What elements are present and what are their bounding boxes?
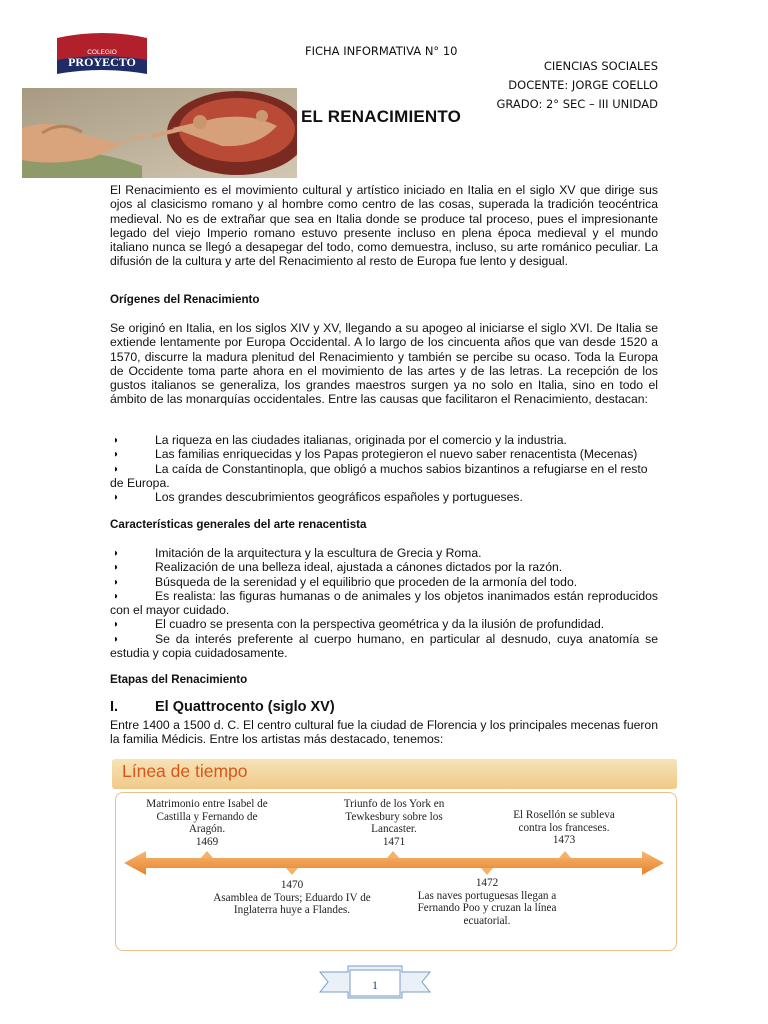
section-number: I.: [110, 699, 119, 715]
year-label: 1472: [475, 877, 499, 889]
bullet-icon: ◗: [113, 463, 120, 475]
list-item: ◗ Es realista: las figuras humanas o de animales y los objetos inanimados están reproducidos con el mayor cuidado.: [110, 588, 658, 618]
header-info: [358, 57, 658, 114]
marker-1469: [201, 851, 213, 858]
list-item: ◗ Imitación de la arquitectura y la escultura de Grecia y Roma.: [113, 546, 482, 560]
characteristics-heading: Características generales del arte renacentista: [110, 518, 367, 531]
grade-label: GRADO: 2° SEC – III UNIDAD: [496, 97, 658, 111]
school-logo: [52, 30, 152, 82]
logo-top-text: COLEGIO: [87, 49, 117, 56]
marker-1471: [387, 851, 399, 858]
bullet-icon: ◗: [113, 619, 120, 631]
bullet-icon: ◗: [113, 633, 120, 645]
marker-1472: [481, 868, 493, 875]
origins-paragraph: Se originó en Italia, en los siglos XIV y XV, llegando a su apogeo al iniciarse el siglo XVI. De Italia se extiende lentamente por Europa Occidental. A lo largo de los cincuenta años que van desde 1520 a 1570, discurre la madura plenitud del Renacimiento y también se percibe su ocaso. Toda la Europa de Occidente toma parte ahora en el movimiento de las artes y de las letras. La recepción de los gustos italianos se generaliza, los grandes maestros surgen ya no solo en Italia, sino en todo el ámbito de las monarquías occidentales. Entre las causas que facilitaron el Renacimiento, destacan:: [110, 321, 658, 407]
characteristics-list: [110, 546, 658, 660]
creation-of-adam-image: [22, 88, 297, 178]
marker-1473: [559, 851, 571, 858]
bullet-icon: ◗: [113, 590, 120, 602]
event-1472: 1472 Las naves portuguesas llegan a Fernando Poo y cruzan la línea ecuatorial.: [412, 877, 562, 927]
event-1473: El Rosellón se subleva contra los franceses. 1473: [504, 809, 624, 847]
quattrocento-heading: [110, 699, 335, 715]
bullet-icon: ◗: [113, 435, 120, 446]
bullet-icon: ◗: [113, 548, 120, 559]
event-1470: 1470 Asamblea de Tours; Eduardo IV de Inglaterra huye a Flandes.: [207, 879, 377, 917]
origins-heading: Orígenes del Renacimiento: [110, 293, 260, 306]
stages-heading: Etapas del Renacimiento: [110, 673, 248, 686]
worksheet-title: FICHA INFORMATIVA N° 10: [305, 44, 458, 58]
timeline-arrow: [112, 755, 677, 955]
bullet-icon: ◗: [113, 492, 120, 504]
event-1471: Triunfo de los York en Tewkesbury sobre los Lancaster. 1471: [334, 798, 454, 848]
list-item: ◗ Búsqueda de la serenidad y el equilibrio que proceden de la armonía del todo.: [113, 574, 578, 589]
bullet-icon: ◗: [113, 449, 120, 461]
list-item: ◗ El cuadro se presenta con la perspectiva geométrica y da la ilusión de profundidad.: [113, 617, 605, 632]
list-item: ◗ Se da interés preferente al cuerpo humano, en particular al desnudo, cuya anatomía se estudia y copia cuidadosamente.: [110, 631, 658, 661]
list-item: ◗ La caída de Constantinopla, que obligó a muchos sabios bizantinos a refugiarse en el resto de Europa.: [110, 461, 648, 490]
teacher-label: DOCENTE: JORGE COELLO: [508, 78, 658, 92]
subject-label: CIENCIAS SOCIALES: [543, 59, 658, 73]
bullet-icon: ◗: [113, 576, 120, 588]
page-number: 1: [372, 978, 378, 992]
year-label: 1470: [280, 879, 304, 891]
bullet-icon: ◗: [113, 562, 120, 574]
year-label: 1469: [195, 835, 219, 848]
year-label: 1473: [552, 834, 576, 847]
list-item: ◗ Los grandes descubrimientos geográficos españoles y portugueses.: [113, 490, 523, 505]
event-1469: Matrimonio entre Isabel de Castilla y Fernando de Aragón. 1469: [142, 798, 272, 848]
causes-list: [110, 433, 658, 504]
marker-1470: [286, 868, 298, 875]
timeline-figure: [112, 755, 677, 955]
intro-paragraph: El Renacimiento es el movimiento cultural y artístico iniciado en Italia en el siglo XV que dirige sus ojos al clasicismo romano y al hombre como centro de las cosas, superada la tradición teocéntrica medieval. No es de extrañar que sea en Italia donde se produce tal proceso, pues el impresionante legado del viejo Imperio romano estuvo presente incluso en plena época medieval y el mundo italiano nunca se llegó a desapegar del todo, como demuestra, incluso, su arte románico peculiar. La difusión de la cultura y arte del Renacimiento al resto de Europa fue lento y desigual.: [110, 183, 658, 269]
main-title: EL RENACIMIENTO: [301, 107, 462, 126]
timeline-label: Línea de tiempo: [122, 761, 248, 781]
list-item: ◗ Las familias enriquecidas y los Papas protegieron el nuevo saber renacentista (Mecenas): [113, 447, 638, 462]
list-item: ◗ La riqueza en las ciudades italianas, originada por el comercio y la industria.: [113, 433, 567, 447]
school-shield-icon: [52, 30, 152, 82]
list-item: ◗ Realización de una belleza ideal, ajustada a cánones dictados por la razón.: [113, 560, 563, 575]
quattrocento-paragraph: Entre 1400 a 1500 d. C. El centro cultural fue la ciudad de Florencia y los principales mecenas fueron la familia Médicis. Entre los artistas más destacado, tenemos:: [110, 718, 658, 747]
year-label: 1471: [382, 835, 406, 848]
logo-main-text: PROYECTO: [68, 55, 136, 69]
section-title: El Quattrocento (siglo XV): [155, 699, 335, 715]
